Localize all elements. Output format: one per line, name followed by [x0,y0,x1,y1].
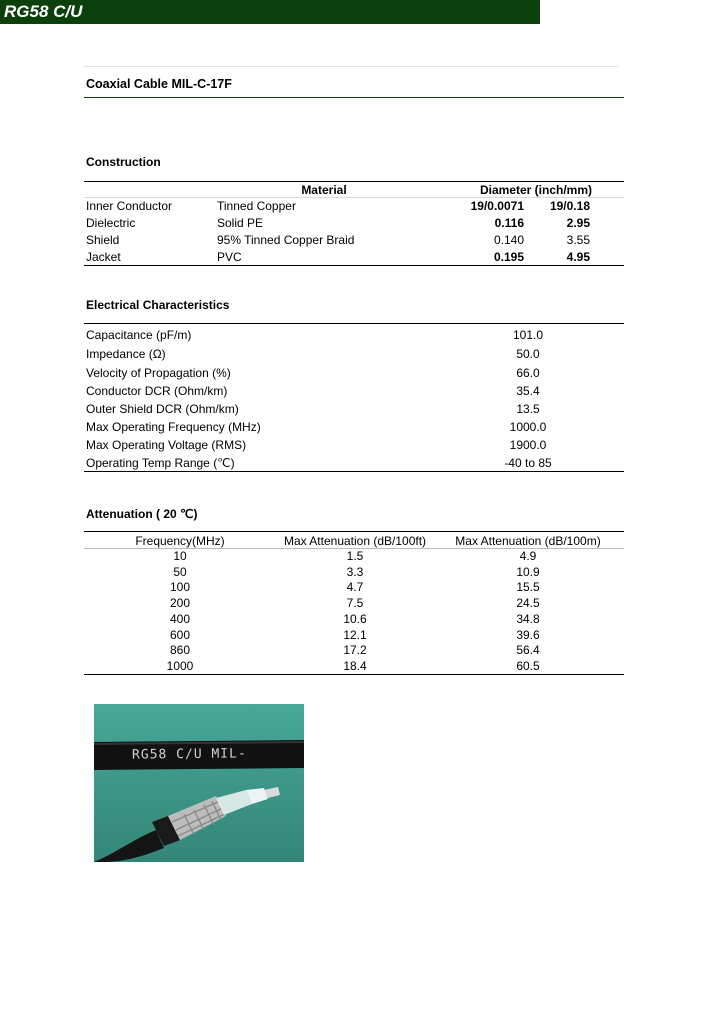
product-name: RG58 C/U [4,2,83,21]
construction-table-top-rule [84,181,624,182]
attenuation-row [84,643,624,658]
electrical-value: -40 to 85 [504,456,552,470]
construction-material: Solid PE [217,216,264,230]
attenuation-cell: 3.3 [346,564,364,579]
construction-part: Inner Conductor [86,199,173,213]
cable-print-text: RG58 C/U MIL- [131,746,247,763]
attenuation-cell: 10.9 [516,564,540,579]
construction-material: PVC [217,250,242,264]
electrical-value: 101.0 [512,328,544,342]
attenuation-column-header: Max Attenuation (dB/100m) [455,534,601,548]
electrical-value: 35.4 [516,384,540,398]
electrical-label: Max Operating Voltage (RMS) [86,438,247,452]
electrical-table-top-rule [84,323,624,324]
attenuation-cell: 200 [169,596,191,611]
top-divider [84,66,618,67]
attenuation-row [84,612,624,627]
attenuation-cell: 60.5 [516,658,540,673]
construction-header-rule [84,197,624,198]
electrical-label: Velocity of Propagation (%) [86,366,231,380]
attenuation-table-bottom-rule [84,674,624,675]
construction-table-bottom-rule [84,265,624,266]
construction-part: Jacket [86,250,121,264]
attenuation-cell: 18.4 [343,658,367,673]
diameter-inch: 0.140 [493,233,524,247]
cable-illustration [94,704,304,862]
cable-photo [94,704,304,862]
construction-col-diameter: Diameter (inch/mm) [479,183,593,197]
diameter-mm: 2.95 [566,216,590,230]
attenuation-cell: 4.7 [346,580,364,595]
diameter-mm: 19/0.18 [549,199,590,213]
title-divider [84,97,624,98]
electrical-label: Outer Shield DCR (Ohm/km) [86,402,239,416]
attenuation-column-header: Max Attenuation (dB/100ft) [283,534,427,548]
electrical-value: 13.5 [516,402,540,416]
diameter-inch: 0.195 [493,250,524,264]
attenuation-table-top-rule [84,531,624,532]
attenuation-cell: 34.8 [516,611,540,626]
diameter-mm: 3.55 [566,233,590,247]
electrical-value: 50.0 [516,347,540,361]
attenuation-cell: 17.2 [343,643,367,658]
attenuation-cell: 50 [173,564,187,579]
attenuation-row [84,628,624,643]
attenuation-cell: 400 [169,611,191,626]
diameter-mm: 4.95 [566,250,590,264]
attenuation-cell: 15.5 [516,580,540,595]
electrical-table-bottom-rule [84,471,624,472]
attenuation-cell: 24.5 [516,596,540,611]
product-banner [0,0,540,24]
attenuation-cell: 7.5 [346,596,364,611]
construction-part: Dielectric [86,216,136,230]
electrical-label: Operating Temp Range (℃) [86,456,235,470]
construction-heading: Construction [86,155,161,169]
attenuation-cell: 56.4 [516,643,540,658]
attenuation-cell: 100 [169,580,191,595]
attenuation-row [84,580,624,595]
electrical-value: 66.0 [516,366,540,380]
electrical-heading: Electrical Characteristics [86,298,230,312]
attenuation-cell: 10 [173,549,187,563]
attenuation-cell: 1.5 [346,549,364,563]
diameter-inch: 0.116 [494,216,524,230]
construction-material: 95% Tinned Copper Braid [217,233,355,247]
attenuation-row [84,549,624,564]
attenuation-cell: 10.6 [343,611,367,626]
attenuation-row [84,659,624,674]
construction-part: Shield [86,233,120,247]
electrical-label: Capacitance (pF/m) [86,328,192,342]
document-title: Coaxial Cable MIL-C-17F [86,77,232,91]
attenuation-cell: 1000 [166,658,194,673]
attenuation-cell: 600 [169,627,191,642]
attenuation-cell: 860 [169,643,191,658]
attenuation-cell: 39.6 [516,627,540,642]
attenuation-row [84,565,624,580]
construction-material: Tinned Copper [217,199,296,213]
electrical-label: Conductor DCR (Ohm/km) [86,384,228,398]
attenuation-cell: 12.1 [343,627,367,642]
electrical-value: 1000.0 [509,420,547,434]
attenuation-cell: 4.9 [519,549,537,563]
construction-col-material: Material [301,183,347,197]
electrical-label: Impedance (Ω) [86,347,166,361]
diameter-inch: 19/0.0071 [470,199,524,213]
electrical-label: Max Operating Frequency (MHz) [86,420,261,434]
attenuation-heading: Attenuation ( 20 ℃) [86,507,198,521]
electrical-value: 1900.0 [509,438,547,452]
attenuation-row [84,596,624,611]
attenuation-column-header: Frequency(MHz) [135,534,225,548]
